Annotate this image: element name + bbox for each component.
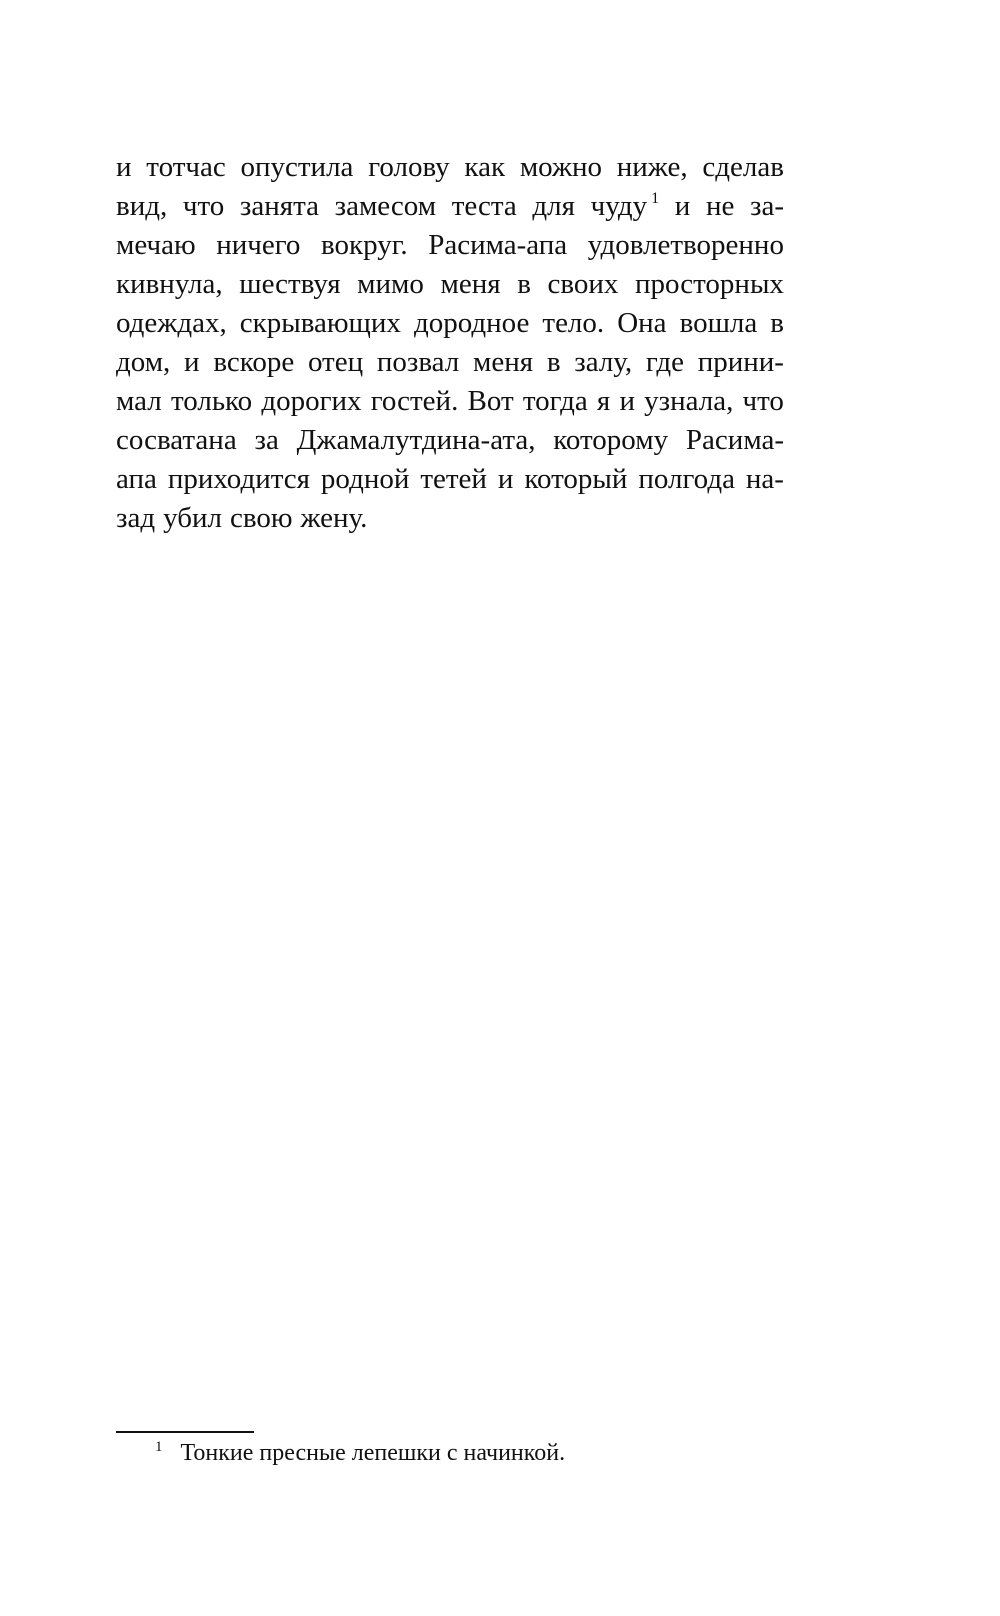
word: сосватана [116, 424, 237, 456]
word: можно [519, 151, 602, 183]
text-line [116, 265, 784, 304]
word: гостей. [370, 385, 459, 417]
text-line [116, 343, 784, 382]
word: и [184, 346, 200, 378]
word: мечаю [116, 229, 196, 261]
word: за- [750, 190, 784, 222]
word: свою [229, 502, 293, 534]
word: тогда [522, 385, 588, 417]
word: который [524, 463, 628, 495]
word: дом, [116, 346, 171, 378]
word: Расима-апа [428, 229, 568, 261]
word: и [116, 151, 132, 183]
word: ничего [216, 229, 301, 261]
word: теста [451, 190, 517, 222]
text-line [116, 148, 784, 187]
body-text [116, 148, 784, 538]
word: тетей [420, 463, 487, 495]
word: не [705, 190, 735, 222]
word: Вот [467, 385, 514, 417]
word: где [645, 346, 684, 378]
word: прини- [697, 346, 784, 378]
word: своих [547, 268, 619, 300]
word: убил [163, 502, 222, 534]
word: мимо [357, 268, 424, 300]
word: и [497, 463, 514, 495]
word: опустила [240, 151, 354, 183]
word: как [464, 151, 506, 183]
word: в [546, 346, 561, 378]
word: только [170, 385, 253, 417]
word: удовлетворенно [587, 229, 784, 261]
word-with-footnote-ref [591, 187, 660, 226]
word: вокруг. [321, 229, 408, 261]
word: и [619, 385, 635, 417]
text-line [116, 421, 784, 460]
word: сделав [702, 151, 784, 183]
text-line [116, 460, 784, 499]
word: на- [745, 463, 784, 495]
text-line [116, 382, 784, 421]
word: Она [617, 307, 667, 339]
word: меня [472, 346, 534, 378]
word: просторных [635, 268, 784, 300]
word: залу, [574, 346, 633, 378]
text-line [116, 304, 784, 343]
word: тотчас [146, 151, 226, 183]
word: занята [239, 190, 319, 222]
footnote-number: 1 [155, 1439, 163, 1455]
footnote-divider [116, 1431, 254, 1433]
word: которому [553, 424, 669, 456]
word: вид, [116, 190, 168, 222]
footnote-reference[interactable]: 1 [651, 190, 660, 207]
word: я [596, 385, 611, 417]
text-line [116, 187, 784, 226]
word: Расима- [685, 424, 784, 456]
word: зад [116, 502, 156, 534]
word: Джамалутдина-ата, [296, 424, 536, 456]
footnote-text: Тонкие пресные лепешки с начинкой. [180, 1440, 566, 1466]
word: полгода [638, 463, 735, 495]
footnote [155, 1437, 565, 1472]
word: что [742, 385, 784, 417]
word: узнала, [644, 385, 734, 417]
word: жену. [300, 502, 368, 534]
word: и [674, 190, 691, 222]
text-line [116, 226, 784, 265]
word: дорогих [261, 385, 362, 417]
word: апа [116, 463, 157, 495]
word: мал [116, 385, 162, 417]
word: чуду [590, 190, 648, 222]
word: меня [440, 268, 501, 300]
word: вскоре [213, 346, 295, 378]
word: шествуя [239, 268, 341, 300]
word: в [517, 268, 531, 300]
word: приходится [167, 463, 310, 495]
word: в [770, 307, 784, 339]
word: дородное [413, 307, 530, 339]
word: скрывающих [239, 307, 401, 339]
word: тело. [542, 307, 605, 339]
text-line [116, 499, 784, 538]
word: кивнула, [116, 268, 223, 300]
word: ниже, [616, 151, 688, 183]
word: отец [307, 346, 364, 378]
word: голову [368, 151, 450, 183]
word: позвал [376, 346, 460, 378]
word: родной [320, 463, 410, 495]
word: за [254, 424, 279, 456]
word: одеждах, [116, 307, 227, 339]
word: вошла [679, 307, 758, 339]
word: замесом [334, 190, 437, 222]
word: что [182, 190, 225, 222]
word: для [532, 190, 575, 222]
